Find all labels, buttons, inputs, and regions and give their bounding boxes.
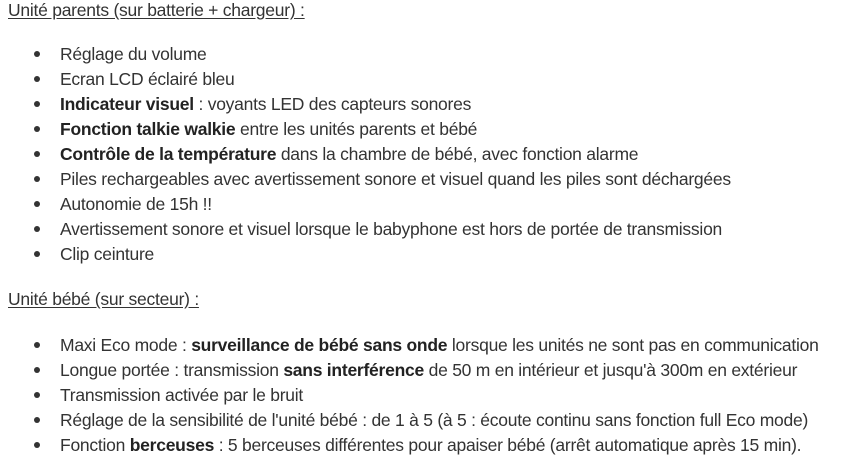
bullet-icon <box>34 126 40 132</box>
bold-text: Fonction talkie walkie <box>60 119 236 139</box>
list-item <box>0 409 819 434</box>
text: Clip ceinture <box>60 244 155 264</box>
text: : voyants LED des capteurs sonores <box>193 94 472 114</box>
list-item <box>0 243 731 268</box>
bullet-icon <box>34 367 40 373</box>
text: Fonction <box>60 435 130 455</box>
bullet-icon <box>34 51 40 57</box>
list-item <box>0 218 731 243</box>
list-item <box>0 43 731 68</box>
text: dans la chambre de bébé, avec fonction alarme <box>276 144 639 164</box>
text: de 50 m en intérieur et jusqu'à 300m en extérieur <box>424 360 798 380</box>
bullet-icon <box>34 342 40 348</box>
bold-text: Contrôle de la température <box>60 144 277 164</box>
text: Avertissement sonore et visuel lorsque le babyphone est hors de portée de transmission <box>60 219 723 239</box>
text: Piles rechargeables avec avertissement sonore et visuel quand les piles sont déchargées <box>60 169 731 189</box>
list-item <box>0 359 819 384</box>
text: Maxi Eco mode : <box>60 335 192 355</box>
bold-text: Indicateur visuel <box>60 94 194 114</box>
baby-unit-feature-list <box>0 334 819 459</box>
bullet-icon <box>34 201 40 207</box>
list-item <box>0 384 819 409</box>
text: Réglage du volume <box>60 44 207 64</box>
bold-text: sans interférence <box>283 360 424 380</box>
baby-unit-heading: Unité bébé (sur secteur) : <box>8 289 199 309</box>
text: lorsque les unités ne sont pas en communication <box>447 335 819 355</box>
text: Réglage de la sensibilité de l'unité bébé : de 1 à 5 (à 5 : écoute continu sans fonction full Eco mode) <box>60 410 809 430</box>
parents-unit-heading: Unité parents (sur batterie + chargeur) : <box>8 0 305 20</box>
text: Ecran LCD éclairé bleu <box>60 69 235 89</box>
bullet-icon <box>34 392 40 398</box>
bullet-icon <box>34 226 40 232</box>
text: : 5 berceuses différentes pour apaiser bébé (arrêt automatique après 15 min). <box>214 435 802 455</box>
list-item <box>0 193 731 218</box>
bullet-icon <box>34 151 40 157</box>
bullet-icon <box>34 101 40 107</box>
text: Transmission activée par le bruit <box>60 385 304 405</box>
bold-text: berceuses <box>129 435 215 455</box>
parents-unit-feature-list <box>0 43 731 268</box>
bold-text: surveillance de bébé sans onde <box>191 335 448 355</box>
list-item <box>0 68 731 93</box>
list-item <box>0 334 819 359</box>
text: Autonomie de 15h !! <box>60 194 212 214</box>
bullet-icon <box>34 442 40 448</box>
list-item <box>0 118 731 143</box>
bullet-icon <box>34 176 40 182</box>
list-item <box>0 434 819 459</box>
bullet-icon <box>34 251 40 257</box>
list-item <box>0 143 731 168</box>
list-item <box>0 93 731 118</box>
bullet-icon <box>34 76 40 82</box>
text: entre les unités parents et bébé <box>235 119 478 139</box>
text: Longue portée : transmission <box>60 360 284 380</box>
bullet-icon <box>34 417 40 423</box>
list-item <box>0 168 731 193</box>
